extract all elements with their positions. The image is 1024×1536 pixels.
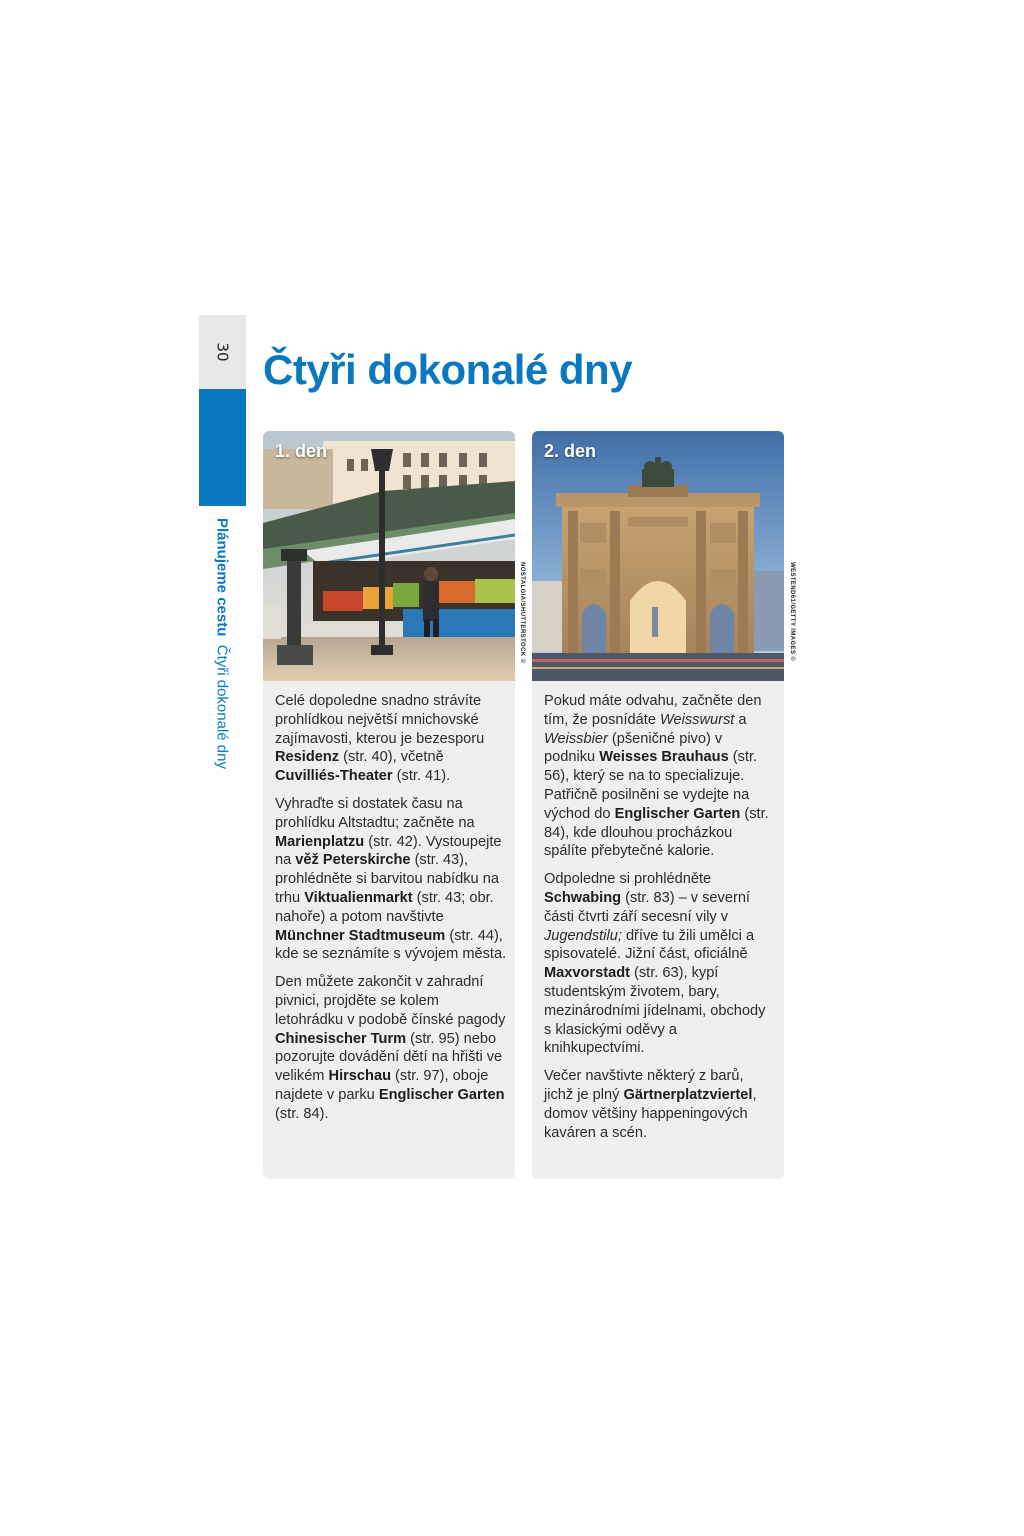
highlight: Maxvorstadt [544, 965, 630, 982]
section-name: Plánujeme cestu [213, 518, 231, 637]
page-number: 30 [213, 342, 232, 362]
siegestor-photo [532, 431, 784, 681]
highlight: Englischer Garten [378, 1086, 505, 1103]
day1-paragraph-2: Vyhraďte si dostatek času na prohlídku Altstadtu; začněte na Marienplatzu (str. 42). Vystoupejte na věž Peterskirche (str. 43), prohlédněte si barvitou nabídku na trhu Viktualienmarkt (str. 43; obr. nahoře) a potom navštivte Münchner Stadtmuseum (str. 44), kde se seznámíte s vývojem města. [275, 795, 507, 963]
day1-paragraph-3: Den můžete zakončit v zahradní pivnici, projděte se kolem letohrádku v podobě čínské pagody Chinesischer Turm (str. 95) nebo pozorujte dovádění dětí na hřišti ve velikém Hirschau (str. 97), oboje najdete v parku Englischer Garten (str. 84). [275, 974, 506, 1122]
highlight: Weisses Brauhaus [599, 749, 729, 766]
highlight: Weissbier [544, 730, 608, 747]
highlight: Viktualienmarkt [304, 889, 413, 906]
highlight: Chinesischer Turm [275, 1030, 407, 1047]
day2-paragraph-1: Pokud máte odvahu, začněte den tím, že posnídáte Weisswurst a Weissbier (pšeničné pivo) v podniku Weisses Brauhaus (str. 56), který se na to specializuje. Patřičně posilněni se vydejte na východ do Englischer Garten (str. 84), kde dlouhou procházkou spálíte přebytečné kalorie. [544, 693, 769, 860]
highlight: Marienplatzu [275, 833, 365, 850]
highlight: Gärtnerplatzviertel [623, 1086, 753, 1103]
highlight: Residenz [275, 749, 340, 766]
highlight: Schwabing [544, 889, 622, 906]
highlight: Münchner Stadtmuseum [275, 927, 446, 944]
day1-label: 1. den [275, 441, 328, 461]
highlight: Cuvilliés-Theater [275, 768, 393, 785]
day1-card [263, 431, 515, 1179]
page-title: Čtyři dokonalé dny [263, 346, 633, 393]
market-photo [263, 431, 515, 681]
highlight: Hirschau [328, 1068, 391, 1085]
highlight: Englischer Garten [614, 805, 741, 822]
highlight: věž Peterskirche [295, 852, 411, 869]
day2-paragraph-3: Večer navštivte některý z barů, jichž je plný Gärtnerplatzviertel, domov většiny happeningových kaváren a scén. [544, 1068, 757, 1141]
highlight: Jugendstilu; [544, 927, 622, 944]
day2-text [544, 692, 776, 1151]
day2-label: 2. den [544, 441, 597, 461]
day2-paragraph-2: Odpoledne si prohlédněte Schwabing (str. 83) – v severní části čtvrti září secesní vily v Jugendstilu; dříve tu žili umělci a spisovatelé. Jižní část, oficiálně Maxvorstadt (str. 63), kypí studentským životem, bary, mezinárodními jídelnami, obchody s klasickými oděvy a knihkupectvími. [544, 871, 766, 1057]
highlight: Weisswurst [660, 711, 735, 728]
chapter-name: Čtyři dokonalé dny [213, 644, 231, 769]
day1-text [275, 692, 507, 1133]
day2-card [532, 431, 784, 1179]
day1-paragraph-1: Celé dopoledne snadno strávíte prohlídkou největší mnichovské zajímavosti, kterou je bezesporu Residenz (str. 40), včetně Cuvilliés-Theater (str. 41). [275, 693, 485, 785]
chapter-tab [199, 389, 246, 506]
